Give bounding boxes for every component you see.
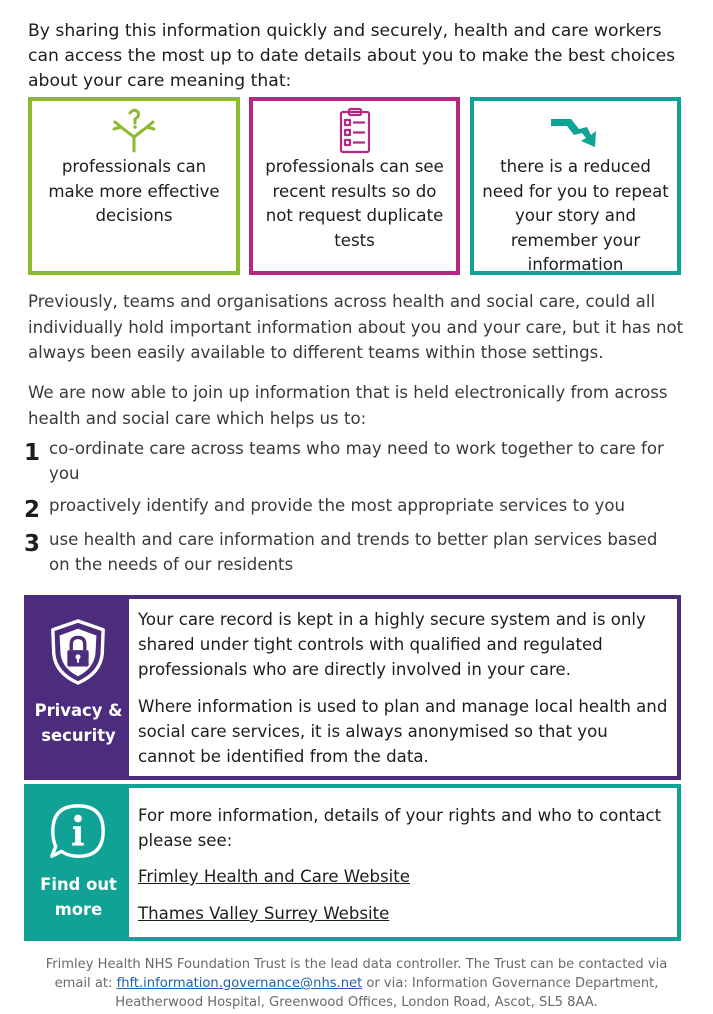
findout-label: Find out more (40, 875, 117, 919)
findout-text: For more information, details of your rights and who to contact please see: (138, 806, 662, 850)
list-text: use health and care information and trends to better plan services based on the needs of our residents (49, 530, 658, 574)
benefit-card-results (249, 97, 460, 275)
benefit-card-story (470, 97, 681, 275)
benefit-text: professionals can make more effective decisions (48, 157, 220, 225)
privacy-sidebar (28, 599, 129, 776)
frimley-website-link[interactable]: Frimley Health and Care Website (138, 867, 410, 886)
list-number: 1 (24, 440, 41, 466)
benefit-card-decisions (28, 97, 240, 275)
clipboard-checklist-icon (328, 107, 382, 157)
footer-text (28, 955, 685, 1012)
intro-text: By sharing this information quickly and securely, health and care workers can access the most up to date details about you to make the best choices about your care meaning that: (28, 21, 676, 91)
privacy-paragraph: Where information is used to plan and manage local health and social care services, it is always anonymised so that you cannot be identified from the data. (138, 697, 668, 766)
findout-sidebar (28, 788, 129, 937)
privacy-content (138, 607, 669, 769)
padlock-shield-icon (47, 617, 109, 687)
benefit-text: professionals can see recent results so do not request duplicate tests (265, 157, 444, 250)
decision-arrows-icon (107, 107, 161, 157)
paragraph-join-up: We are now able to join up information that is held electronically from across health and social care which helps us to: (28, 383, 668, 428)
info-speech-bubble-icon (47, 802, 109, 864)
privacy-security-panel (24, 595, 681, 780)
footer-text-before: Frimley Health NHS Foundation Trust is the lead data controller. The Trust can be contacted via email at: (45, 957, 668, 991)
footer-text-after: or via: Information Governance Department, Heatherwood Hospital, Greenwood Offices, London Road, Ascot, SL5 8AA. (115, 976, 659, 1010)
findout-content (138, 803, 669, 926)
find-out-more-panel (24, 784, 681, 941)
list-text: co-ordinate care across teams who may need to work together to care for you (49, 439, 664, 483)
list-text: proactively identify and provide the most appropriate services to you (49, 496, 626, 515)
privacy-paragraph: Your care record is kept in a highly secure system and is only shared under tight controls with qualified and regulated professionals who are directly involved in your care. (138, 610, 646, 679)
paragraph-previously: Previously, teams and organisations across health and social care, could all individually hold important information about you and your care, but it has not always been easily available to different teams within those settings. (28, 292, 684, 362)
email-link[interactable]: fhft.information.governance@nhs.net (116, 976, 363, 991)
downward-trend-arrow-icon (549, 107, 603, 157)
list-number: 2 (24, 497, 41, 523)
benefit-text: there is a reduced need for you to repeat your story and remember your information (482, 157, 669, 274)
list-number: 3 (24, 531, 41, 557)
privacy-label: Privacy & security (34, 701, 123, 745)
thames-valley-website-link[interactable]: Thames Valley Surrey Website (138, 904, 390, 923)
